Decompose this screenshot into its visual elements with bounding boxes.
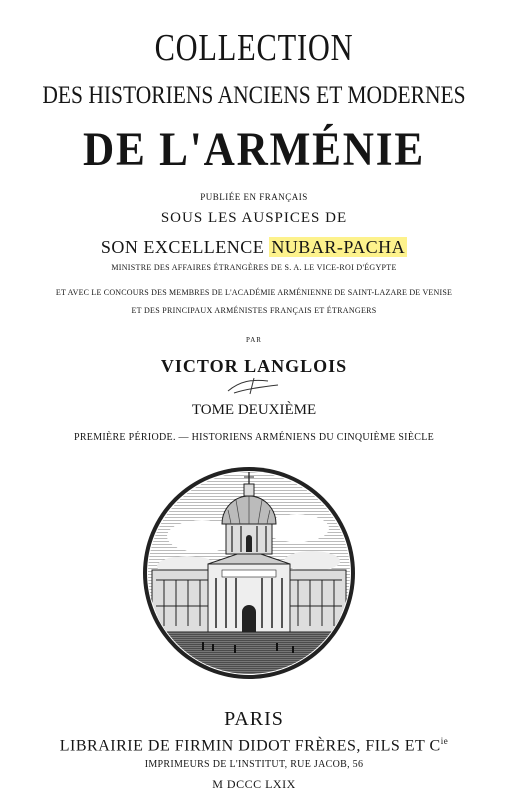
title-collection: COLLECTION — [154, 27, 354, 69]
par-label: PAR — [246, 336, 262, 344]
imprint-publisher — [0, 736, 508, 755]
title-historiens: DES HISTORIENS ANCIENS ET MODERNES — [42, 82, 466, 109]
patron-prefix: SON EXCELLENCE — [100, 237, 265, 257]
concours-line-1: ET AVEC LE CONCOURS DES MEMBRES DE L'ACADÉMIE ARMÉNIENNE DE SAINT-LAZARE DE VENISE — [55, 288, 453, 297]
publisher-name: LIBRAIRIE DE FIRMIN DIDOT FRÈRES, FILS ET C — [59, 737, 441, 755]
title-armenie: DE L'ARMÉNIE — [82, 123, 426, 176]
imprint-year: M DCCC LXIX — [212, 777, 296, 791]
auspices-line: SOUS LES AUSPICES DE — [160, 210, 348, 226]
patron-role: MINISTRE DES AFFAIRES ÉTRANGÈRES DE S. A. LE VICE-ROI D'ÉGYPTE — [111, 263, 397, 272]
patron-line — [0, 237, 508, 258]
institut-engraving — [142, 466, 356, 680]
imprint-printers: IMPRIMEURS DE L'INSTITUT, RUE JACOB, 56 — [144, 759, 364, 770]
publisher-superscript: ie — [440, 736, 449, 746]
patron-name-highlighted: NUBAR-PACHA — [271, 237, 406, 257]
period-label: PREMIÈRE PÉRIODE. — HISTORIENS ARMÉNIENS DU CINQUIÈME SIÈCLE — [73, 432, 435, 443]
author-name: VICTOR LANGLOIS — [160, 356, 348, 376]
concours-line-2: ET DES PRINCIPAUX ARMÉNISTES FRANÇAIS ET ÉTRANGERS — [131, 306, 377, 315]
published-in-french: PUBLIÉE EN FRANÇAIS — [200, 192, 308, 202]
signature-flourish — [224, 375, 284, 397]
imprint-city: PARIS — [224, 708, 284, 730]
tome-label: TOME DEUXIÈME — [191, 402, 317, 418]
